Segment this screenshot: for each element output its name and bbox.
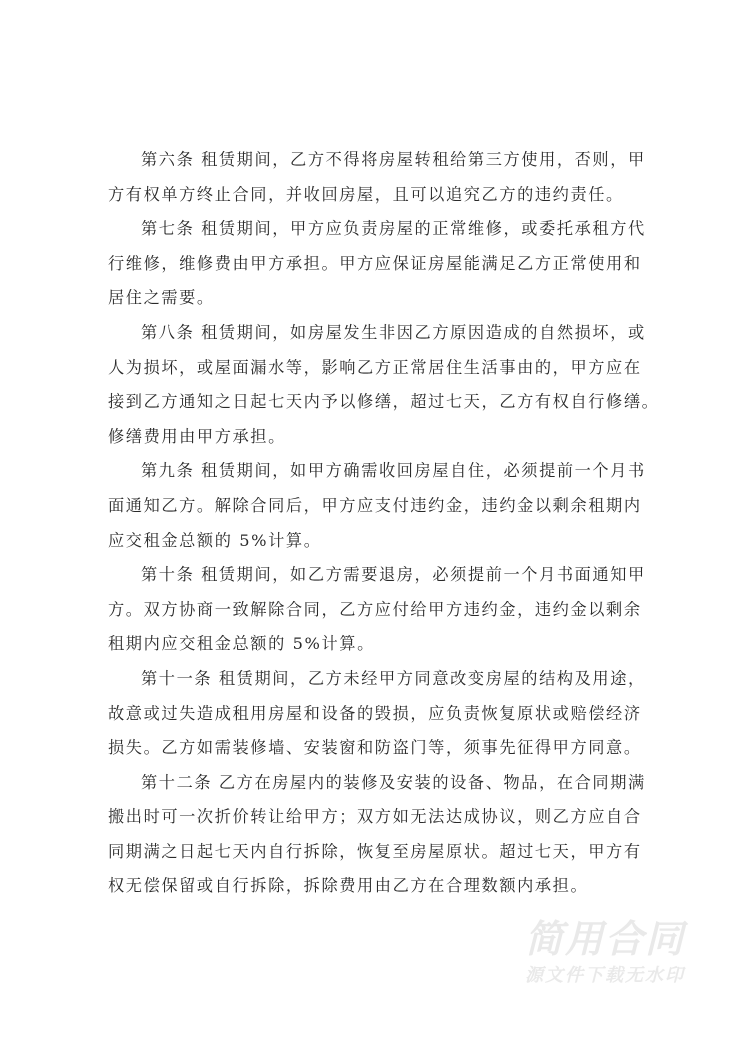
article-8-line-1: 第八条 租赁期间，如房屋发生非因乙方原因造成的自然损坏，或 [141,322,646,342]
article-11-line-3: 损失。乙方如需装修墙、安装窗和防盗门等，须事先征得甲方同意。 [108,738,642,758]
article-11-line-2: 故意或过失造成租用房屋和设备的毁损，应负责恢复原状或赔偿经济 [108,703,642,723]
article-8-line-3: 接到乙方通知之日起七天内予以修缮，超过七天，乙方有权自行修缮。 [108,392,660,412]
article-10-line-3: 租期内应交租金总额的 5%计算。 [108,634,375,654]
article-10-line-2: 方。双方协商一致解除合同，乙方应付给甲方违约金，违约金以剩余 [108,599,642,619]
article-12-line-3: 同期满之日起七天内自行拆除，恢复至房屋原状。超过七天，甲方有 [108,841,642,861]
article-7-line-2: 行维修，维修费由甲方承担。甲方应保证房屋能满足乙方正常使用和 [108,253,642,273]
article-11-line-1: 第十一条 租赁期间，乙方未经甲方同意改变房屋的结构及用途， [141,668,646,688]
article-8-line-2: 人为损坏，或屋面漏水等，影响乙方正常居住生活事由的，甲方应在 [108,357,642,377]
article-10-line-1: 第十条 租赁期间，如乙方需要退房，必须提前一个月书面通知甲 [141,565,646,585]
article-7-line-1: 第七条 租赁期间，甲方应负责房屋的正常维修，或委托承租方代 [141,219,646,239]
article-6-line-2: 方有权单方终止合同，并收回房屋，且可以追究乙方的违约责任。 [108,184,624,204]
watermark [505,917,705,991]
article-12-line-2: 搬出时可一次折价转让给甲方；双方如无法达成协议，则乙方应自合 [108,807,642,827]
watermark-tagline: 源文件下载无水印 [525,965,685,986]
article-6-line-1: 第六条 租赁期间，乙方不得将房屋转租给第三方使用，否则，甲 [141,150,646,169]
watermark-brand: 简用合同 [524,917,685,961]
article-9-line-3: 应交租金总额的 5%计算。 [108,530,322,550]
article-7-line-3: 居住之需要。 [108,288,215,308]
article-9-line-2: 面通知乙方。解除合同后，甲方应支付违约金，违约金以剩余租期内 [108,495,642,515]
article-8-line-4: 修缮费用由甲方承担。 [108,426,286,446]
article-9-line-1: 第九条 租赁期间，如甲方确需收回房屋自住，必须提前一个月书 [141,461,646,481]
article-12-line-1: 第十二条 乙方在房屋内的装修及安装的设备、物品，在合同期满 [141,772,646,792]
document-body [108,143,660,904]
article-12-line-4: 权无偿保留或自行拆除，拆除费用由乙方在合理数额内承担。 [108,876,589,896]
